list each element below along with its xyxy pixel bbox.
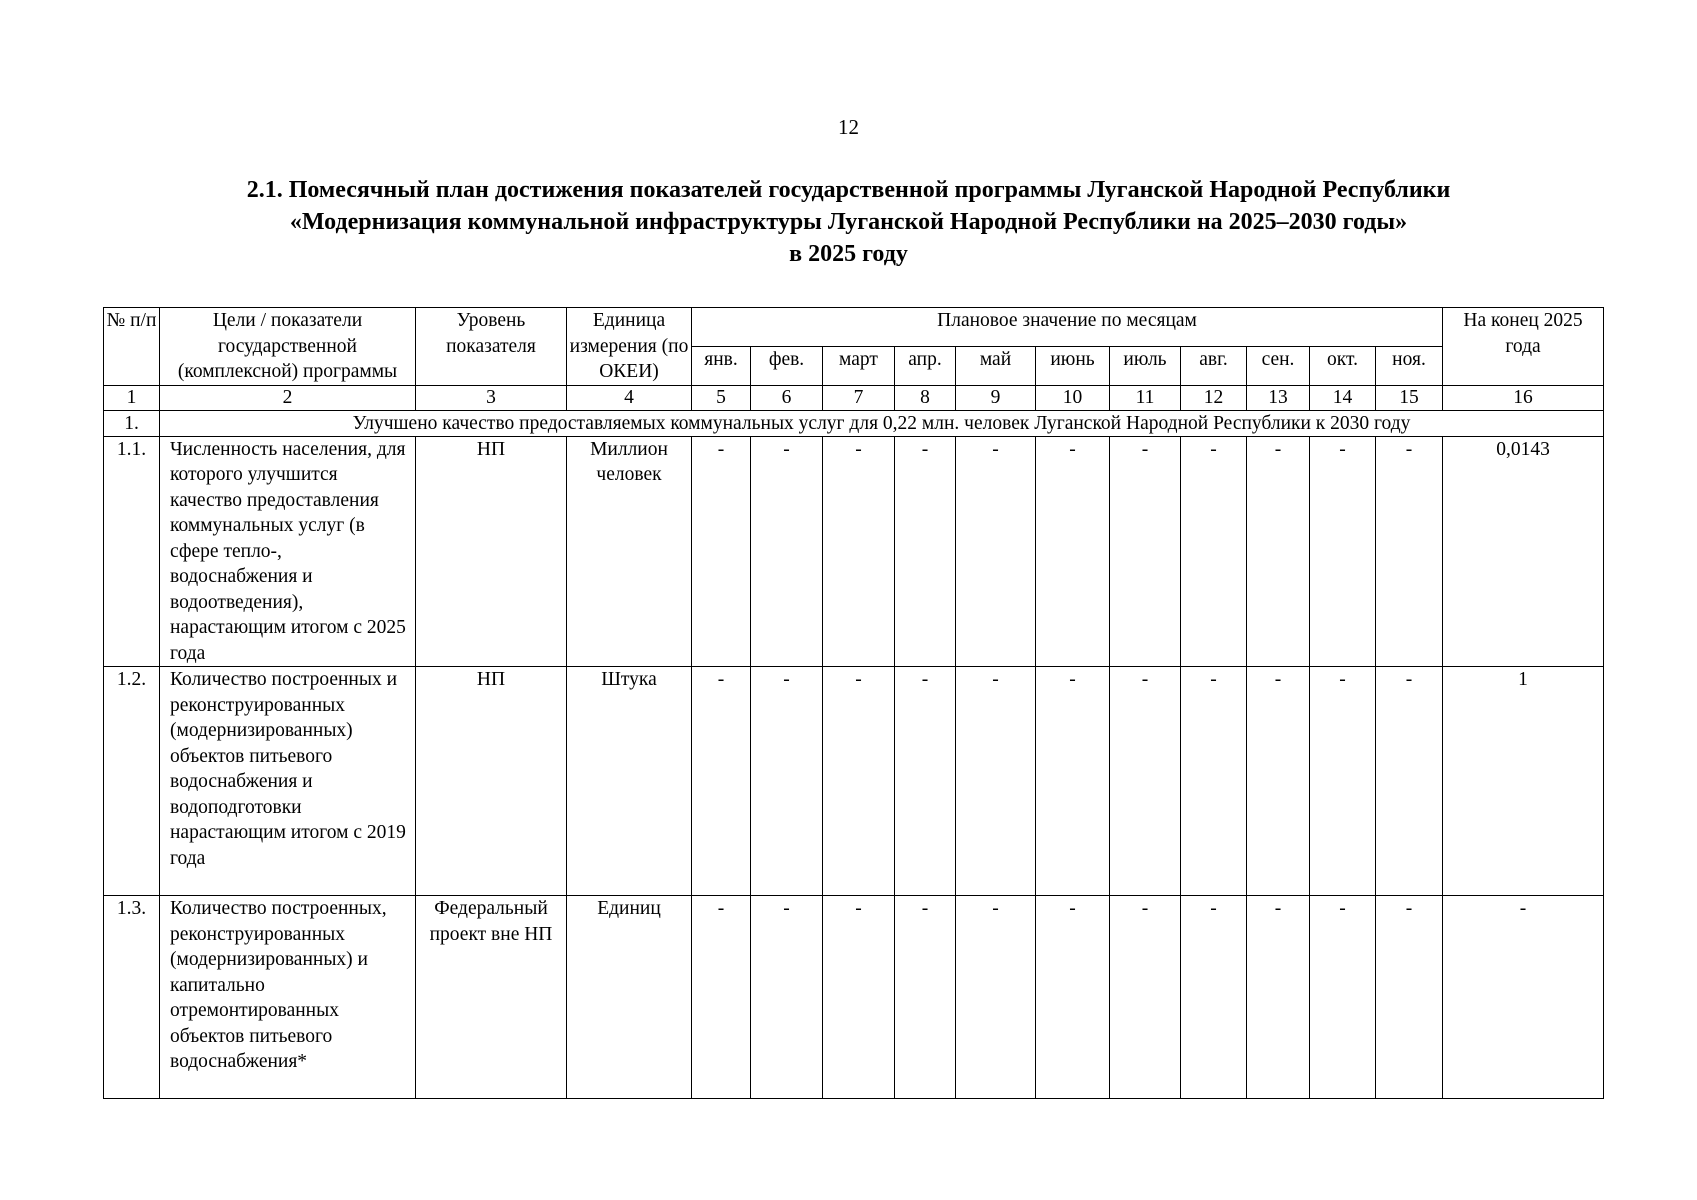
title-line-1: 2.1. Помесячный план достижения показателей государственной программы Луганской Народной Республики — [246, 177, 1451, 203]
section-text: Улучшено качество предоставляемых коммунальных услуг для 0,22 млн. человек Луганской Народной Республики к 2030 году — [160, 410, 1604, 436]
header-level: Уровень показателя — [416, 308, 567, 386]
row-month-value: - — [1110, 896, 1181, 1099]
section-row — [104, 410, 1604, 436]
row-num: 1.3. — [104, 896, 160, 1099]
row-month-value: - — [751, 436, 823, 667]
row-month-value: - — [1181, 667, 1247, 896]
row-month-value: - — [1247, 667, 1310, 896]
row-month-value: - — [895, 667, 956, 896]
table-row — [104, 896, 1604, 1099]
column-number: 9 — [956, 385, 1036, 410]
header-monthly: Плановое значение по месяцам — [692, 308, 1443, 347]
section-num: 1. — [104, 410, 160, 436]
row-unit: Миллион человек — [567, 436, 692, 667]
column-number: 8 — [895, 385, 956, 410]
row-month-value: - — [692, 896, 751, 1099]
header-row — [104, 308, 1604, 347]
row-month-value: - — [823, 436, 895, 667]
header-unit: Единица измерения (по ОКЕИ) — [567, 308, 692, 386]
column-number: 16 — [1443, 385, 1604, 410]
month-header: авг. — [1181, 346, 1247, 385]
table-row — [104, 667, 1604, 896]
row-month-value: - — [1247, 896, 1310, 1099]
row-end-year-value: 1 — [1443, 667, 1604, 896]
row-month-value: - — [1036, 436, 1110, 667]
monthly-plan-table — [103, 307, 1604, 1099]
month-header: апр. — [895, 346, 956, 385]
row-unit: Штука — [567, 667, 692, 896]
column-number: 11 — [1110, 385, 1181, 410]
row-month-value: - — [956, 667, 1036, 896]
row-month-value: - — [956, 436, 1036, 667]
row-month-value: - — [1110, 667, 1181, 896]
month-header: окт. — [1310, 346, 1376, 385]
month-header: ноя. — [1376, 346, 1443, 385]
document-title — [60, 174, 1637, 270]
header-num: № п/п — [104, 308, 160, 386]
row-indicator-name: Количество построенных, реконструированных (модернизированных) и капитально отремонтированных объектов питьевого водоснабжения* — [160, 896, 416, 1099]
column-number: 6 — [751, 385, 823, 410]
column-number: 2 — [160, 385, 416, 410]
row-month-value: - — [692, 667, 751, 896]
row-month-value: - — [895, 896, 956, 1099]
row-indicator-name: Количество построенных и реконструированных (модернизированных) объектов питьевого водоснабжения и водоподготовки нарастающим итогом с 2019 года — [160, 667, 416, 896]
column-number: 13 — [1247, 385, 1310, 410]
page-number: 12 — [838, 115, 859, 139]
row-end-year-value: - — [1443, 896, 1604, 1099]
row-month-value: - — [956, 896, 1036, 1099]
column-number: 10 — [1036, 385, 1110, 410]
month-header: июнь — [1036, 346, 1110, 385]
column-numbers-row — [104, 385, 1604, 410]
month-header: сен. — [1247, 346, 1310, 385]
header-end-year: На конец 2025 года — [1443, 308, 1604, 386]
column-number: 1 — [104, 385, 160, 410]
row-month-value: - — [1376, 667, 1443, 896]
column-number: 15 — [1376, 385, 1443, 410]
row-month-value: - — [1110, 436, 1181, 667]
row-end-year-value: 0,0143 — [1443, 436, 1604, 667]
row-num: 1.2. — [104, 667, 160, 896]
month-header: май — [956, 346, 1036, 385]
month-header: март — [823, 346, 895, 385]
row-level: Федеральный проект вне НП — [416, 896, 567, 1099]
header-goal: Цели / показатели государственной (комплексной) программы — [160, 308, 416, 386]
column-number: 12 — [1181, 385, 1247, 410]
row-month-value: - — [1310, 896, 1376, 1099]
row-month-value: - — [1036, 667, 1110, 896]
row-month-value: - — [751, 667, 823, 896]
row-month-value: - — [895, 436, 956, 667]
title-line-2: «Модернизация коммунальной инфраструктуры Луганской Народной Республики на 2025–2030 годы» — [289, 209, 1408, 235]
column-number: 14 — [1310, 385, 1376, 410]
row-month-value: - — [751, 896, 823, 1099]
row-indicator-name: Численность населения, для которого улучшится качество предоставления коммунальных услуг (в сфере тепло-, водоснабжения и водоотведения), нарастающим итогом с 2025 года — [160, 436, 416, 667]
table-row — [104, 436, 1604, 667]
column-number: 4 — [567, 385, 692, 410]
row-month-value: - — [823, 896, 895, 1099]
row-level: НП — [416, 667, 567, 896]
row-num: 1.1. — [104, 436, 160, 667]
column-number: 5 — [692, 385, 751, 410]
row-month-value: - — [1181, 896, 1247, 1099]
month-header: фев. — [751, 346, 823, 385]
column-number: 3 — [416, 385, 567, 410]
row-month-value: - — [1376, 436, 1443, 667]
row-month-value: - — [1181, 436, 1247, 667]
row-month-value: - — [1310, 436, 1376, 667]
row-month-value: - — [823, 667, 895, 896]
column-number: 7 — [823, 385, 895, 410]
row-month-value: - — [1376, 896, 1443, 1099]
month-header: янв. — [692, 346, 751, 385]
row-month-value: - — [1310, 667, 1376, 896]
row-month-value: - — [1036, 896, 1110, 1099]
row-month-value: - — [1247, 436, 1310, 667]
month-header: июль — [1110, 346, 1181, 385]
row-level: НП — [416, 436, 567, 667]
title-line-3: в 2025 году — [789, 241, 908, 267]
row-unit: Единиц — [567, 896, 692, 1099]
row-month-value: - — [692, 436, 751, 667]
